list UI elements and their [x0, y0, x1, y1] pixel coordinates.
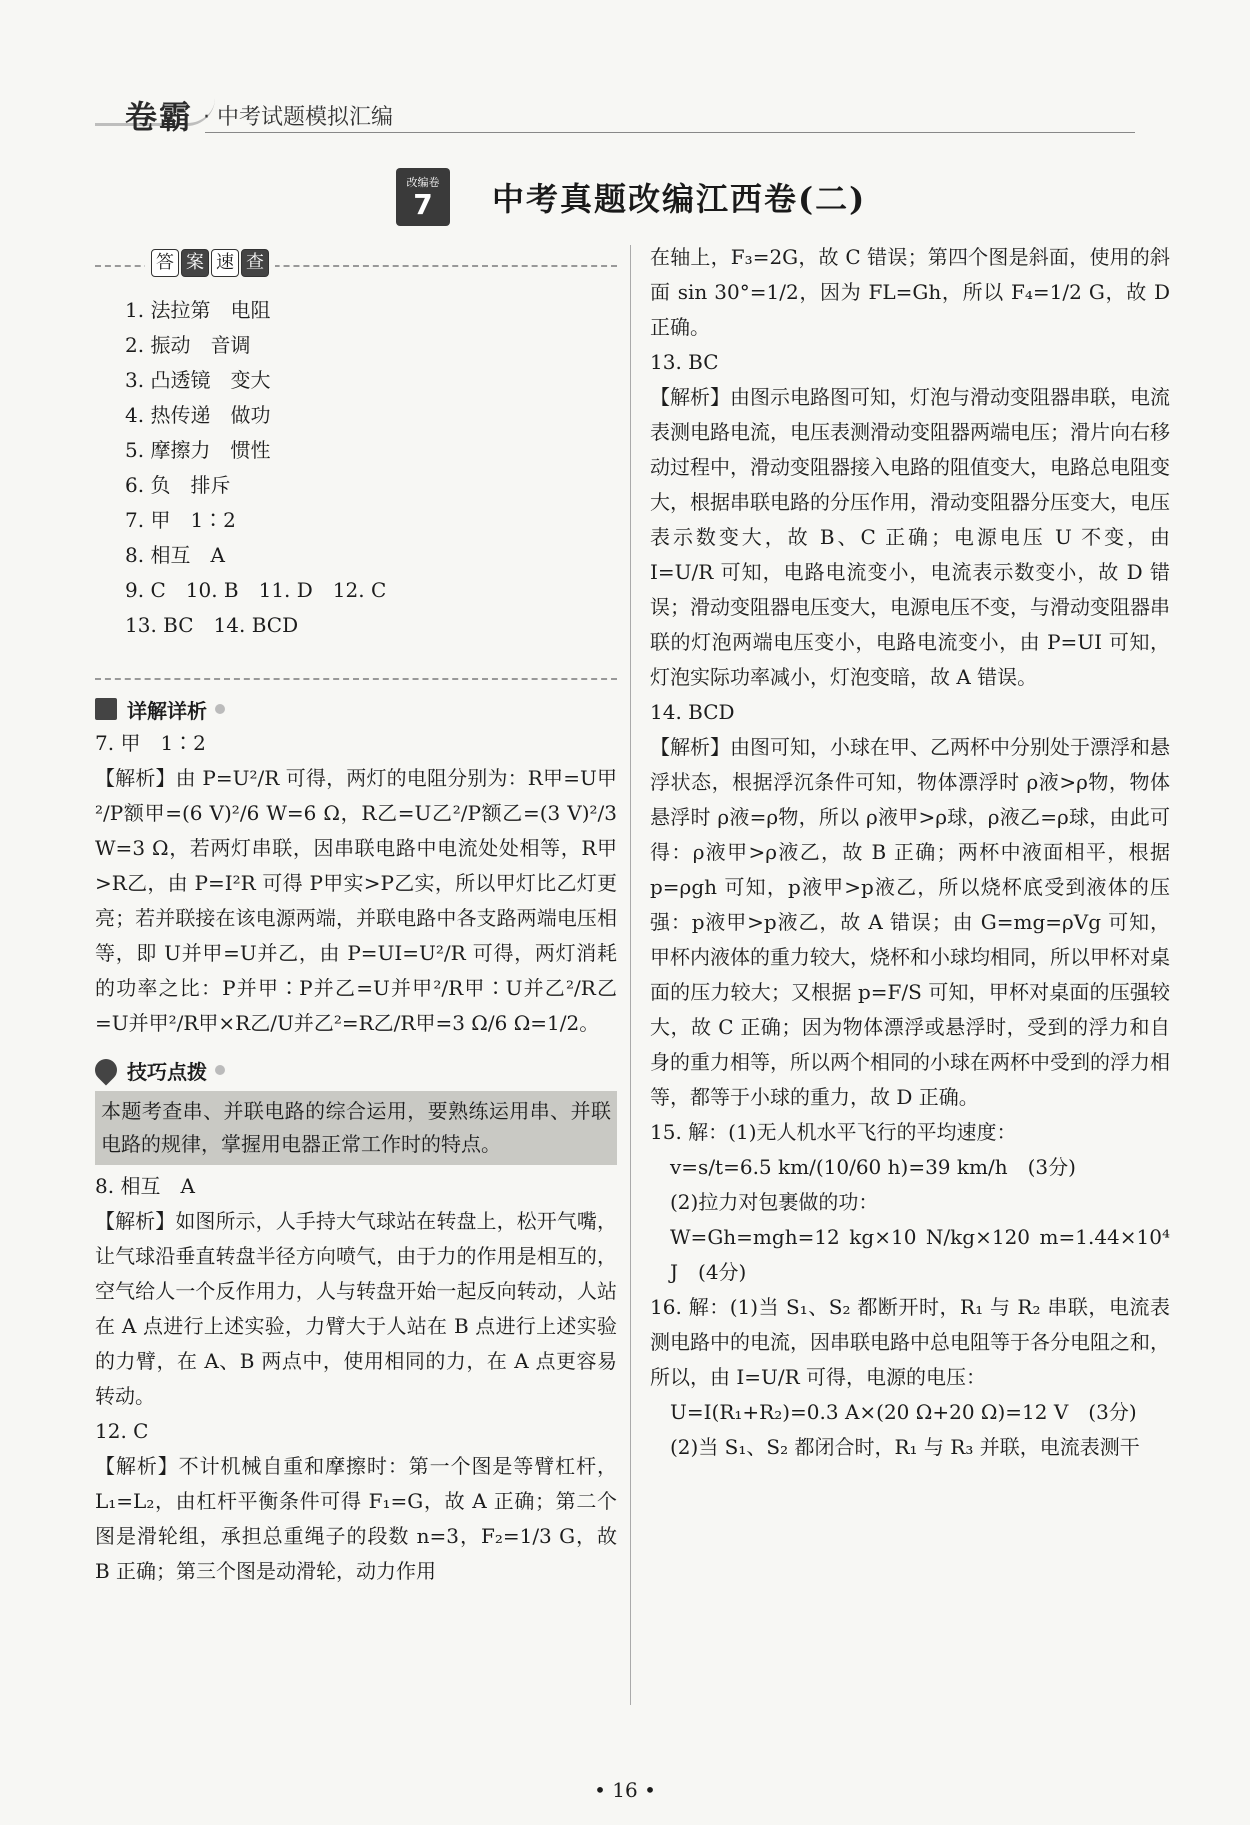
- equation: W=Gh=mgh=12 kg×10 N/kg×120 m=1.44×10⁴ J (4分): [670, 1225, 1170, 1284]
- section-title: 详解详析: [127, 698, 207, 723]
- question-answer-head: 7. 甲 1∶2: [95, 731, 206, 755]
- exam-badge: [396, 168, 450, 226]
- explanation-text: 【解析】如图所示，人手持大气球站在转盘上，松开气嘴，让气球沿垂直转盘半径方向喷气，由于力的作用是相互的，空气给人一个反作用力，人与转盘开始一起反向转动，人站在 A 点进行上述实验，力臂大于人站在 B 点进行上述实验的力臂，在 A、B 两点中，使用相同的力，在 A 点更容易转动。: [95, 1209, 617, 1408]
- explanation-text: 【解析】由 P=U²/R 可得，两灯的电阻分别为：R甲=U甲²/P额甲=(6 V)²/6 W=6 Ω，R乙=U乙²/P额乙=(3 V)²/3 W=3 Ω，若两灯串联，因串联电路中电流处处相等，R甲>R乙，由 P=I²R 可得 P甲实>P乙实，所以甲灯比乙灯更亮；若并联接在该电源两端，并联电路中各支路两端电压相等，即 U并甲=U并乙，由 P=UI=U²/R 可得，两灯消耗的功率之比：P并甲∶P并乙=U并甲²/R甲∶U并乙²/R乙=U并甲²/R甲×R乙/U并乙²=R乙/R甲=3 Ω/6 Ω=1/2。: [95, 766, 617, 1035]
- answer-item: 9. C 10. B 11. D 12. C: [125, 578, 387, 602]
- answer-item: 4. 热传递 做功: [125, 403, 271, 427]
- question-answer-head: 8. 相互 A: [95, 1174, 195, 1198]
- dot-icon: [215, 704, 225, 714]
- solution-text: 15. 解：(1)无人机水平飞行的平均速度：: [650, 1120, 1017, 1144]
- answer-item: 8. 相互 A: [125, 543, 225, 567]
- answer-list: [125, 293, 386, 643]
- explanation-text: 【解析】由图示电路图可知，灯泡与滑动变阻器串联，电流表测电路电流，电压表测滑动变阻器两端电压；滑片向右移动过程中，滑动变阻器接入电路的阻值变大，电路总电阻变大，根据串联电路的分压作用，滑动变阻器分压变大，电压表示数变大，故 B、C 正确；电源电压 U 不变，由 I=U/R 可知，电路电流变小，电流表示数变小，故 D 错误；滑动变阻器电压变大，电源电压不变，与滑动变阻器串联的灯泡两端电压变小，电路电流变小，由 P=UI 可知，灯泡实际功率减小，灯泡变暗，故 A 错误。: [650, 385, 1170, 689]
- label-char: 速: [211, 249, 239, 277]
- badge-number: 7: [413, 188, 433, 221]
- right-column: [650, 240, 1170, 1465]
- label-char: 案: [181, 249, 209, 277]
- answer-box-label: [145, 249, 275, 277]
- answer-quick-check: [95, 252, 617, 680]
- answer-item: 5. 摩擦力 惯性: [125, 438, 271, 462]
- label-char: 答: [151, 249, 179, 277]
- location-pin-icon: [90, 1054, 121, 1085]
- answer-item: 3. 凸透镜 变大: [125, 368, 271, 392]
- header-rule: [205, 132, 1135, 133]
- question-answer-head: 14. BCD: [650, 700, 735, 724]
- answer-item: 6. 负 排斥: [125, 473, 231, 497]
- dot-icon: [215, 1065, 225, 1075]
- solution-text: 16. 解：(1)当 S₁、S₂ 都断开时，R₁ 与 R₂ 串联，电流表测电路中的电流，因串联电路中总电阻等于各分电阻之和，所以，由 I=U/R 可得，电源的电压：: [650, 1295, 1170, 1389]
- explanation-text: 【解析】由图可知，小球在甲、乙两杯中分别处于漂浮和悬浮状态，根据浮沉条件可知，物体漂浮时 ρ液>ρ物，物体悬浮时 ρ液=ρ物，所以 ρ液甲>ρ球，ρ液乙=ρ球，由此可得：ρ液甲>ρ液乙，故 B 正确；两杯中液面相平，根据 p=ρgh 可知，p液甲>p液乙，所以烧杯底受到液体的压强：p液甲>p液乙，故 A 错误；由 G=mg=ρVg 可知，甲杯内液体的重力较大，烧杯和小球均相同，所以甲杯对桌面的压力较大；又根据 p=F/S 可知，甲杯对桌面的压强较大，故 C 正确；因为物体漂浮或悬浮时，受到的浮力和自身的重力相等，所以两个相同的小球在两杯中受到的浮力相等，都等于小球的重力，故 D 正确。: [650, 735, 1170, 1109]
- equation: v=s/t=6.5 km/(10/60 h)=39 km/h (3分): [670, 1155, 1076, 1179]
- question-answer-head: 12. C: [95, 1419, 149, 1443]
- equation: U=I(R₁+R₂)=0.3 A×(20 Ω+20 Ω)=12 V (3分): [670, 1400, 1137, 1424]
- label-char: 查: [241, 249, 269, 277]
- series-subtitle: · 中考试题模拟汇编: [203, 105, 393, 130]
- tip-text: 本题考查串、并联电路的综合运用，要熟练运用串、并联电路的规律，掌握用电器正常工作时的特点。: [101, 1099, 611, 1156]
- section-title: 技巧点拨: [127, 1059, 207, 1084]
- left-column: [95, 245, 617, 1589]
- badge-label: 改编卷: [406, 176, 440, 189]
- column-divider: [630, 245, 631, 1705]
- answer-item: 7. 甲 1∶2: [125, 508, 236, 532]
- tip-section-heading: [95, 1053, 617, 1087]
- answer-item: 2. 振动 音调: [125, 333, 251, 357]
- answer-item: 13. BC 14. BCD: [125, 613, 299, 637]
- explanation-text: 在轴上，F₃=2G，故 C 错误；第四个图是斜面，使用的斜面 sin 30°=1/2，因为 FL=Gh，所以 F₄=1/2 G，故 D 正确。: [650, 245, 1170, 339]
- detail-section-heading: [95, 692, 617, 726]
- brand-logo: 卷霸: [125, 98, 194, 136]
- tip-box: [95, 1091, 617, 1165]
- solution-text: (2)当 S₁、S₂ 都闭合时，R₁ 与 R₃ 并联，电流表测干: [670, 1435, 1140, 1459]
- page-number: • 16 •: [594, 1778, 656, 1802]
- answer-item: 1. 法拉第 电阻: [125, 298, 271, 322]
- explanation-text: 【解析】不计机械自重和摩擦时：第一个图是等臂杠杆，L₁=L₂，由杠杆平衡条件可得 F₁=G，故 A 正确；第二个图是滑轮组，承担总重绳子的段数 n=3，F₂=1/3 G，故 B 正确；第三个图是动滑轮，动力作用: [95, 1454, 617, 1583]
- question-answer-head: 13. BC: [650, 350, 719, 374]
- solution-text: (2)拉力对包裹做的功：: [670, 1190, 879, 1214]
- list-icon: [95, 698, 117, 720]
- page-title: 中考真题改编江西卷(二): [492, 180, 867, 218]
- page-header: [95, 92, 1155, 134]
